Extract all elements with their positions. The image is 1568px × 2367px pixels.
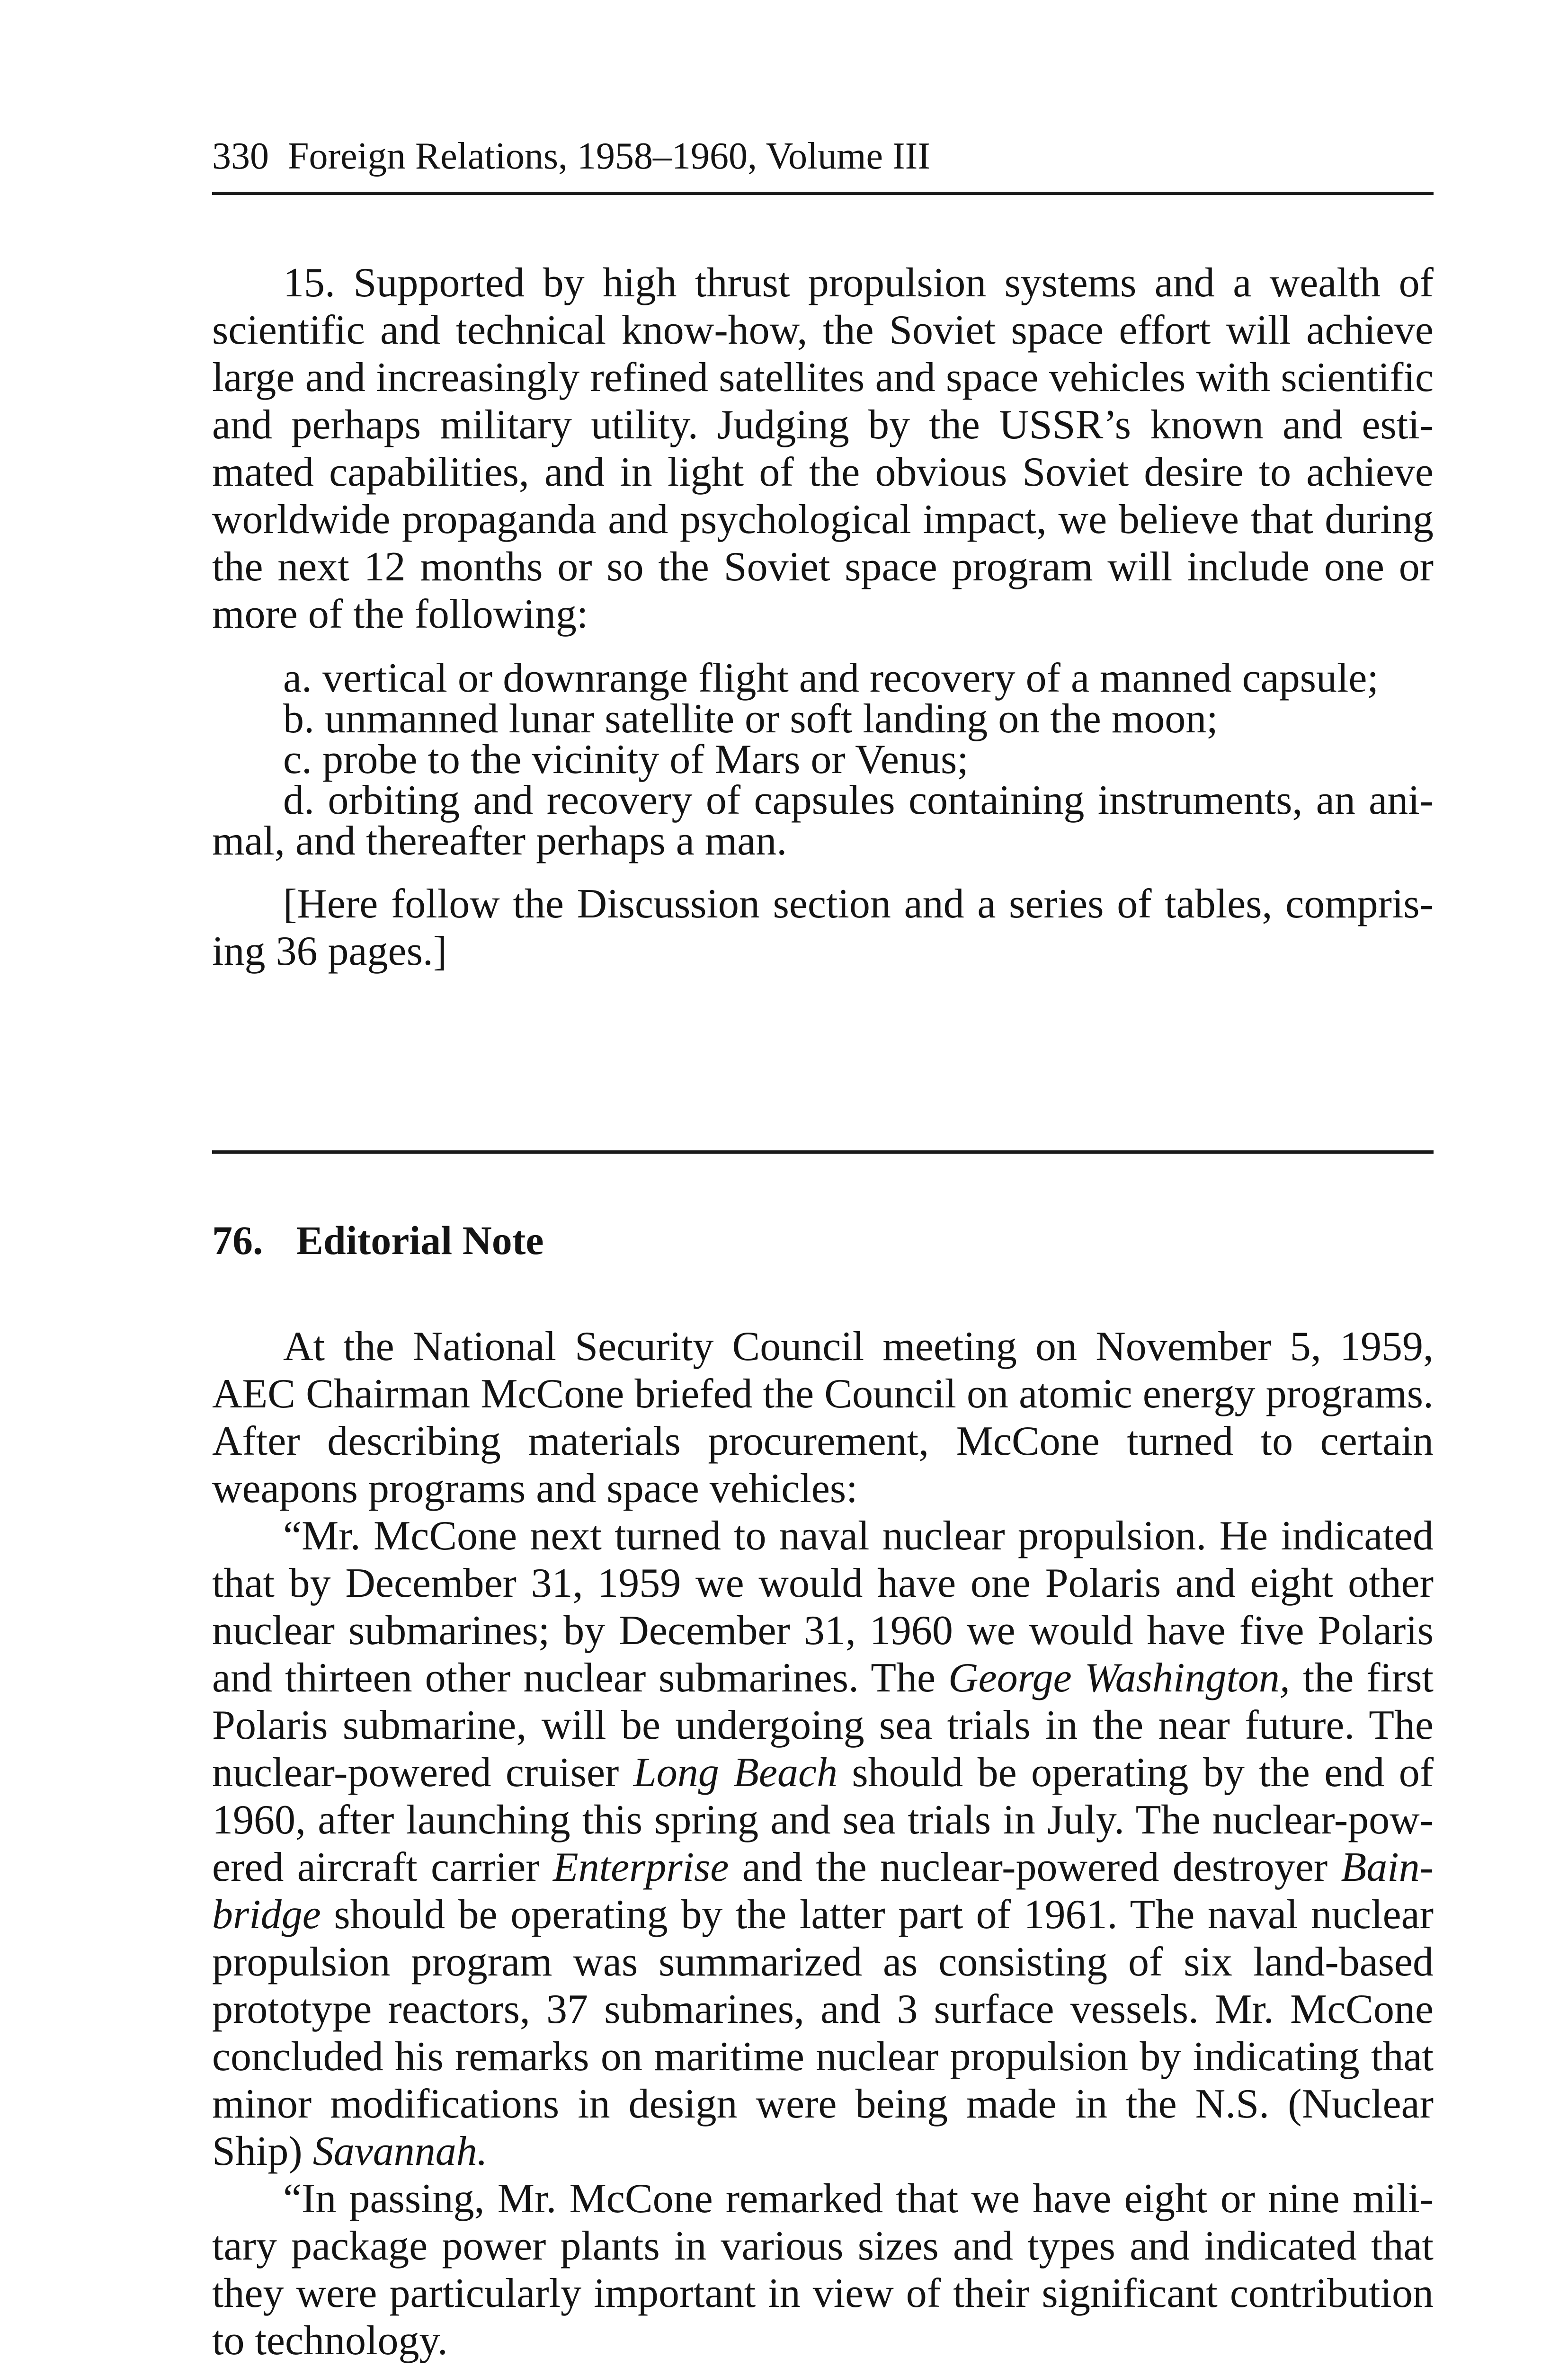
page-number: 330 bbox=[212, 135, 269, 177]
list-item: b. unmanned lunar satellite or soft landing on the moon; bbox=[283, 696, 1218, 742]
running-head bbox=[212, 133, 1434, 180]
paragraph-15-text: 15. Supported by high thrust propulsion systems and a wealth of scientific and technical know-how, the Soviet space effort will achieve large and increasingly refined satellites and space vehicles with scientific and perhaps military utility. Judging by the USSR’s known and estimated capabilities, and in light of the obvious Soviet desire to achieve worldwide propaganda and psychological impact, we believe that during the next 12 months or so the Soviet space program will include one or more of the following: bbox=[212, 260, 1434, 637]
paragraph-15 bbox=[212, 259, 1434, 638]
list-item: c. probe to the vicinity of Mars or Venus; bbox=[283, 737, 969, 783]
ship-name: Bainbridge bbox=[212, 1844, 1434, 1938]
document-heading bbox=[212, 1217, 544, 1264]
ship-name: Long Beach bbox=[633, 1750, 837, 1796]
section-divider bbox=[212, 1150, 1434, 1154]
ship-name: Savannah. bbox=[312, 2128, 488, 2174]
header-rule bbox=[212, 192, 1434, 195]
volume-title: Foreign Relations, 1958–1960, Volume III bbox=[288, 135, 930, 177]
editorial-bracket bbox=[212, 881, 1434, 975]
document-number: 76. bbox=[212, 1218, 263, 1263]
outcomes-list bbox=[212, 655, 1434, 864]
editorial-note-body bbox=[212, 1323, 1434, 2365]
editorial-bracket-text: [Here follow the Discussion section and a series of tables, comprising 36 pages.] bbox=[212, 881, 1434, 974]
ship-name: George Washington, bbox=[948, 1655, 1290, 1701]
list-item: d. orbiting and recovery of capsules containing instruments, an animal, and thereafter perhaps a man. bbox=[212, 777, 1434, 864]
ship-name: Enterprise bbox=[552, 1844, 729, 1890]
quote-paragraph-2: “In passing, Mr. McCone remarked that we have eight or nine military package power plants in various sizes and types and indicated that they were particularly important in view of their significant contribution to technology. bbox=[212, 2176, 1434, 2364]
document-title: Editorial Note bbox=[296, 1218, 544, 1263]
list-item: a. vertical or downrange flight and recovery of a manned capsule; bbox=[283, 655, 1379, 701]
intro-paragraph: At the National Security Council meeting on November 5, 1959, AEC Chairman McCone briefed the Council on atomic energy programs. After describing materials procurement, McCone turned to certain weapons programs and space vehicles: bbox=[212, 1324, 1434, 1512]
quote-paragraph-1: “Mr. McCone next turned to naval nuclear propulsion. He indicated that by December 31, 1959 we would have one Polaris and eight other nuclear submarines; by December 31, 1960 we would have five Polaris and thirteen other nuclear submarines. The George Washington, the first Polaris submarine, will be undergoing sea trials in the near future. The nuclear-powered cruiser Long Beach should be operating by the end of 1960, after launching this spring and sea trials in July. The nuclear-powered aircraft carrier Enterprise and the nuclear-powered destroyer Bainbridge should be operating by the latter part of 1961. The naval nuclear propulsion program was summarized as consisting of six land-based prototype reactors, 37 submarines, and 3 surface vessels. Mr. McCone concluded his remarks on maritime nuclear propulsion by indicating that minor modifications in design were being made in the N.S. (Nuclear Ship) Savannah. bbox=[212, 1513, 1434, 2174]
